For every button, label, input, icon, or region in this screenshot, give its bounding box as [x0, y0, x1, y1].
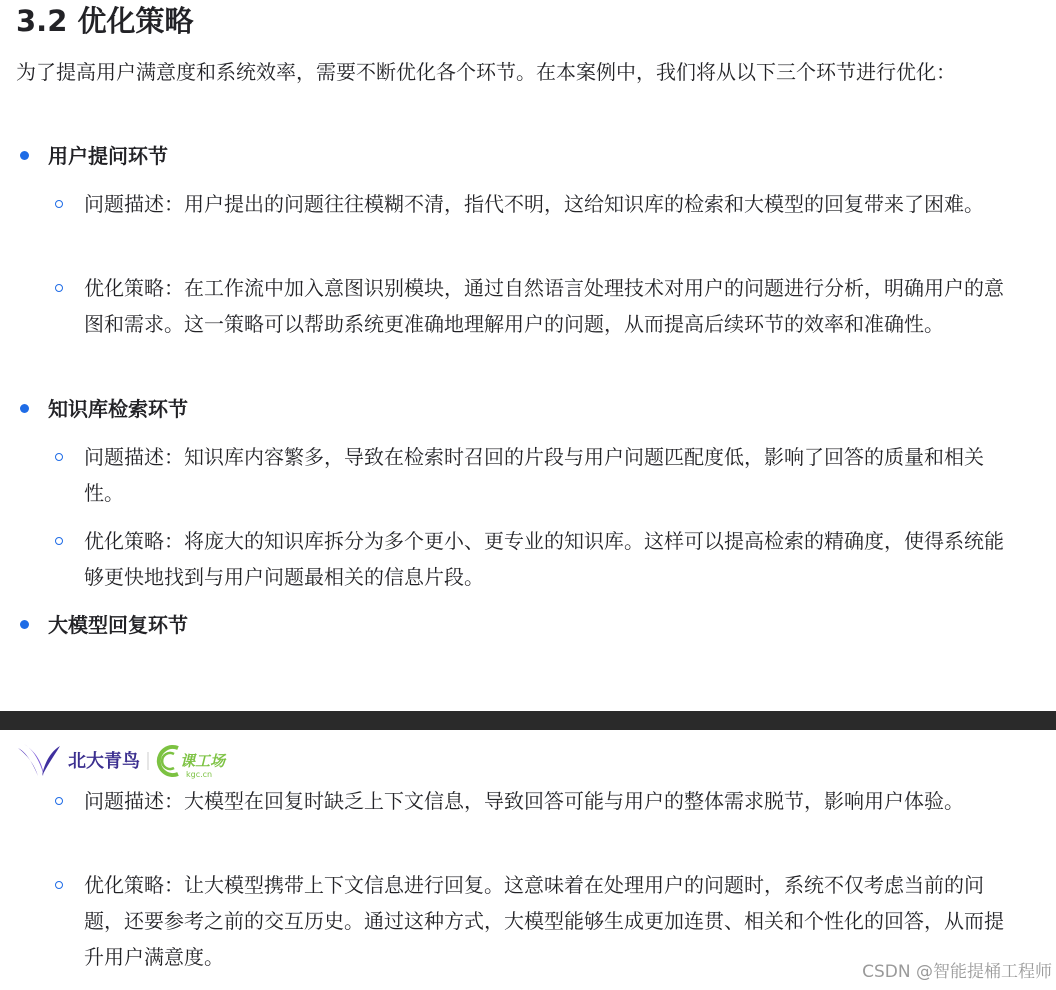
list-item-label: 知识库检索环节 — [48, 397, 188, 421]
bullet-circle-icon — [55, 537, 63, 545]
sub-item-text: 问题描述：用户提出的问题往往模糊不清，指代不明，这给知识库的检索和大模型的回复带来了困难。 — [84, 192, 984, 216]
sub-item-text: 优化策略：让大模型携带上下文信息进行回复。这意味着在处理用户的问题时，系统不仅考虑当前的问题，还要参考之前的交互历史。通过这种方式，大模型能够生成更加连贯、相关和个性化的回答，从而提升用户满意度。 — [84, 873, 1004, 969]
bullet-circle-icon — [55, 881, 63, 889]
c-logo-icon — [159, 747, 178, 775]
list-item-label: 大模型回复环节 — [48, 613, 188, 637]
brand-right-text: 课工场 — [180, 752, 226, 770]
sub-item-text: 问题描述：大模型在回复时缺乏上下文信息，导致回答可能与用户的整体需求脱节，影响用户体验。 — [84, 789, 964, 813]
section-title: 3.2 优化策略 — [16, 4, 194, 38]
bullet-dot-icon — [20, 404, 29, 413]
sub-item-text: 优化策略：在工作流中加入意图识别模块，通过自然语言处理技术对用户的问题进行分析，明确用户的意图和需求。这一策略可以帮助系统更准确地理解用户的问题，从而提高后续环节的效率和准确性。 — [84, 276, 1004, 336]
brand-right-sub-text: kgc.cn — [186, 770, 213, 779]
swoosh-logo-icon — [18, 744, 60, 776]
bullet-circle-icon — [55, 200, 63, 208]
watermark: CSDN @智能提桶工程师 — [862, 962, 1052, 982]
bullet-dot-icon — [20, 620, 29, 629]
list-item-label: 用户提问环节 — [48, 144, 168, 168]
bullet-circle-icon — [55, 284, 63, 292]
sub-item-text: 优化策略：将庞大的知识库拆分为多个更小、更专业的知识库。这样可以提高检索的精确度，使得系统能够更快地找到与用户问题最相关的信息片段。 — [84, 529, 1004, 589]
bullet-circle-icon — [55, 453, 63, 461]
bullet-circle-icon — [55, 797, 63, 805]
brand-left-text: 北大青鸟 — [68, 751, 140, 772]
sub-item-text: 问题描述：知识库内容繁多，导致在检索时召回的片段与用户问题匹配度低，影响了回答的质量和相关性。 — [84, 445, 984, 505]
bullet-dot-icon — [20, 151, 29, 160]
dark-banner — [0, 711, 1056, 730]
intro-paragraph: 为了提高用户满意度和系统效率，需要不断优化各个环节。在本案例中，我们将从以下三个环节进行优化： — [16, 60, 956, 84]
brand-logo — [16, 740, 246, 780]
